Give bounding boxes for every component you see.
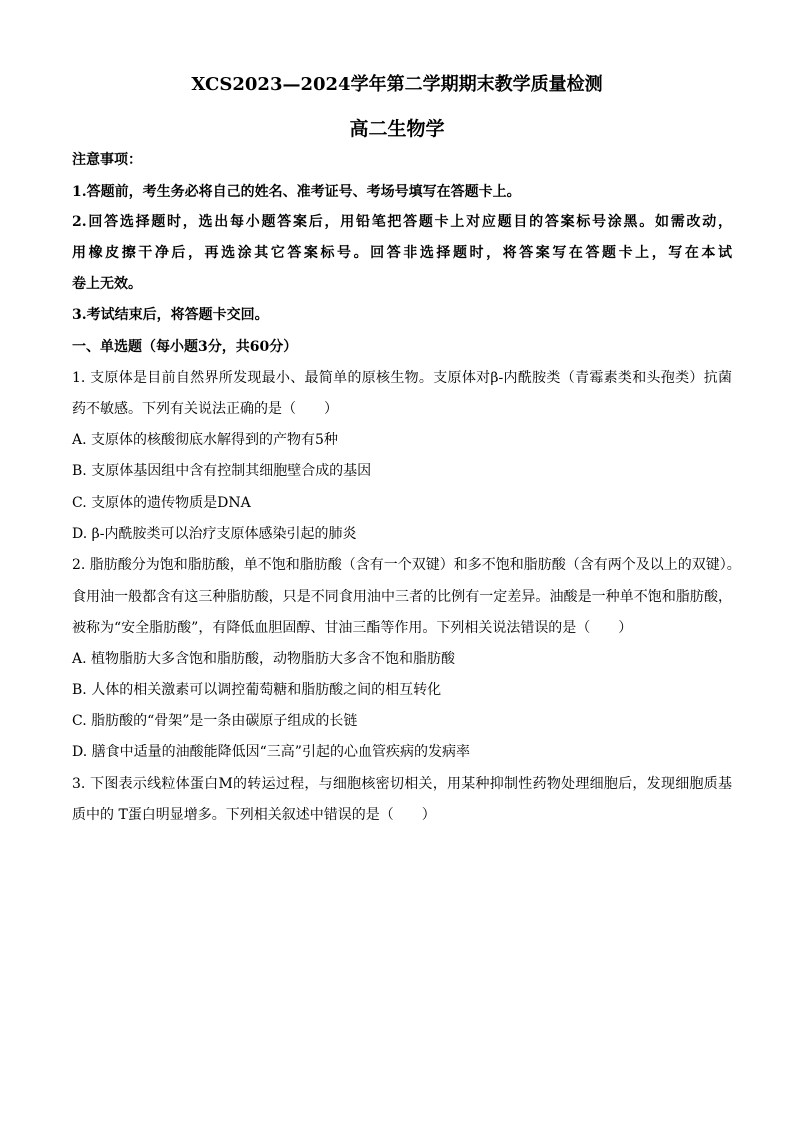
notice-item-2-line-2: 用橡皮擦干净后，再选涂其它答案标号。回答非选择题时，将答案写在答题卡上，写在本试 xyxy=(72,245,732,261)
notice-item-2-line-1: 2.回答选择题时，选出每小题答案后，用铅笔把答题卡上对应题目的答案标号涂黑。如需改动， xyxy=(72,214,732,230)
q2-option-c: C. 脂肪酸的“骨架”是一条由碳原子组成的长链 xyxy=(72,713,358,729)
q2-stem-line-2: 食用油一般都含有这三种脂肪酸，只是不同食用油中三者的比例有一定差异。油酸是一种单不饱和脂肪酸， xyxy=(72,589,732,605)
notice-item-3: 3.考试结束后，将答题卡交回。 xyxy=(72,307,269,323)
q1-option-a: A. 支原体的核酸彻底水解得到的产物有5种 xyxy=(72,432,338,448)
section-heading: 一、单选题（每小题3分，共60分） xyxy=(72,339,298,355)
notice-heading: 注意事项： xyxy=(72,152,142,168)
q1-option-d: D. β-内酰胺类可以治疗支原体感染引起的肺炎 xyxy=(72,526,357,542)
q2-stem-line-3: 被称为“安全脂肪酸”，有降低血胆固醇、甘油三酯等作用。下列相关说法错误的是（ ） xyxy=(72,620,633,636)
q2-stem-line-1: 2. 脂肪酸分为饱和脂肪酸，单不饱和脂肪酸（含有一个双键）和多不饱和脂肪酸（含有两个及以上的双键）。 xyxy=(72,557,741,573)
notice-item-1: 1.答题前，考生务必将自己的姓名、准考证号、考场号填写在答题卡上。 xyxy=(72,184,521,200)
q2-option-a: A. 植物脂肪大多含饱和脂肪酸，动物脂肪大多含不饱和脂肪酸 xyxy=(72,651,456,667)
q2-option-b: B. 人体的相关激素可以调控葡萄糖和脂肪酸之间的相互转化 xyxy=(72,682,442,698)
q3-stem-line-1: 3. 下图表示线粒体蛋白M的转运过程，与细胞核密切相关，用某种抑制性药物处理细胞后，发现细胞质基 xyxy=(72,776,732,792)
notice-item-2-line-3: 卷上无效。 xyxy=(72,276,142,292)
exam-title: XCS2023—2024学年第二学期期末教学质量检测 xyxy=(191,74,603,95)
q1-option-b: B. 支原体基因组中含有控制其细胞壁合成的基因 xyxy=(72,463,372,479)
exam-subject: 高二生物学 xyxy=(349,118,445,140)
q1-option-c: C. 支原体的遗传物质是DNA xyxy=(72,495,251,511)
q3-stem-line-2: 质中的 T蛋白明显增多。下列相关叙述中错误的是（ ） xyxy=(72,807,436,823)
q1-stem-line-1: 1. 支原体是目前自然界所发现最小、最简单的原核生物。支原体对β-内酰胺类（青霉素类和头孢类）抗菌 xyxy=(72,370,732,386)
q1-stem-line-2: 药不敏感。下列有关说法正确的是（ ） xyxy=(72,401,338,417)
q2-option-d: D. 膳食中适量的油酸能降低因“三高”引起的心血管疾病的发病率 xyxy=(72,744,470,760)
